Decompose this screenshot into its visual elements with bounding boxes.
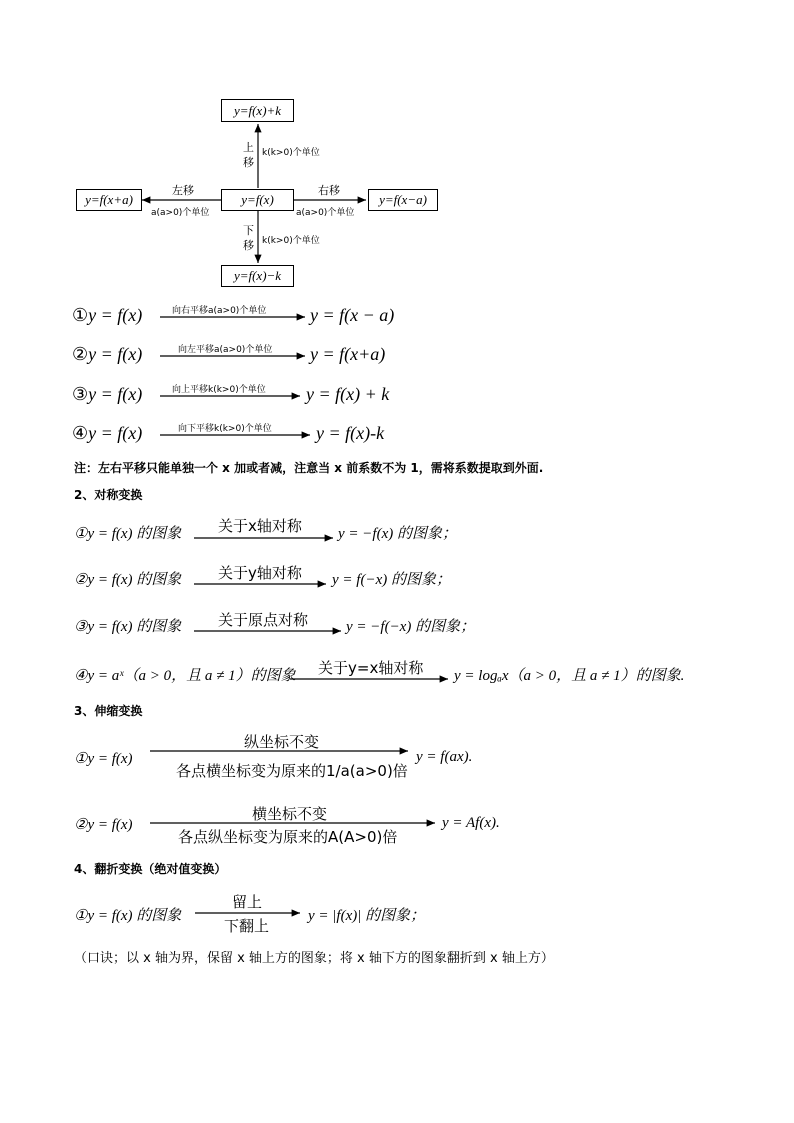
shift-4-arrow-label: 向下平移k(k>0)个单位 <box>178 424 272 434</box>
sym-1-lhs: ①y = f(x) 的图象 <box>74 526 182 542</box>
sym-2-arrow-label: 关于y轴对称 <box>218 564 302 582</box>
shift-4-result: y = f(x)-k <box>316 423 385 443</box>
shift-3: ③y = f(x) <box>72 384 143 404</box>
stretch-1-lhs: ①y = f(x) <box>74 751 133 767</box>
shift-2-arrow-label: 向左平移a(a>0)个单位 <box>178 345 273 355</box>
shift-3-result: y = f(x) + k <box>306 384 390 404</box>
up-char-2: 移 <box>243 156 254 169</box>
box-right: y=f(x−a) <box>368 189 438 211</box>
up-condition: k(k>0)个单位 <box>262 148 320 158</box>
down-condition: k(k>0)个单位 <box>262 236 320 246</box>
section-4-title: 4、翻折变换（绝对值变换） <box>74 862 227 876</box>
fold-top: 留上 <box>232 893 263 911</box>
shift-4: ④y = f(x) <box>72 423 143 443</box>
shift-2-result: y = f(x+a) <box>310 344 386 364</box>
down-char-1: 下 <box>243 224 254 237</box>
sym-3-arrow-label: 关于原点对称 <box>218 611 309 629</box>
right-label: 右移 <box>318 184 340 197</box>
shift-1: ①y = f(x) <box>72 305 143 325</box>
section-2-title: 2、对称变换 <box>74 488 143 502</box>
box-left: y=f(x+a) <box>76 189 142 211</box>
stretch-2-top: 横坐标不变 <box>252 805 328 823</box>
shift-3-arrow-label: 向上平移k(k>0)个单位 <box>172 385 266 395</box>
sym-4-lhs: ④y = aˣ（a > 0，且 a ≠ 1）的图象 <box>74 668 296 684</box>
stretch-1-bottom: 各点横坐标变为原来的1/a(a>0)倍 <box>176 762 408 780</box>
stretch-2-rhs: y = Af(x). <box>442 815 500 831</box>
sym-2-lhs: ②y = f(x) 的图象 <box>74 572 182 588</box>
sym-2-rhs: y = f(−x) 的图象； <box>332 572 451 588</box>
sym-4-arrow-label: 关于y=x轴对称 <box>318 659 424 677</box>
box-top: y=f(x)+k <box>221 99 294 122</box>
fold-rhs: y = |f(x)| 的图象； <box>308 908 426 924</box>
fold-bottom: 下翻上 <box>224 917 270 935</box>
section-3-title: 3、伸缩变换 <box>74 704 143 718</box>
box-center: y=f(x) <box>221 189 294 211</box>
sym-3-lhs: ③y = f(x) 的图象 <box>74 619 182 635</box>
sym-1-arrow-label: 关于x轴对称 <box>218 517 302 535</box>
mnemonic: （口诀；以 x 轴为界，保留 x 轴上方的图象；将 x 轴下方的图象翻折到 x 轴上方） <box>74 951 554 966</box>
shift-1-result: y = f(x − a) <box>310 305 395 325</box>
up-char-1: 上 <box>243 141 254 154</box>
stretch-2-lhs: ②y = f(x) <box>74 817 133 833</box>
down-char-2: 移 <box>243 239 254 252</box>
stretch-1-rhs: y = f(ax). <box>416 749 473 765</box>
shift-note: 注：左右平移只能单独一个 x 加或者减，注意当 x 前系数不为 1，需将系数提取到外面. <box>74 461 544 475</box>
right-condition: a(a>0)个单位 <box>296 208 355 218</box>
box-bottom: y=f(x)−k <box>221 265 294 287</box>
shift-2: ②y = f(x) <box>72 344 143 364</box>
left-condition: a(a>0)个单位 <box>151 208 210 218</box>
shift-1-arrow-label: 向右平移a(a>0)个单位 <box>172 306 267 316</box>
left-label: 左移 <box>172 184 194 197</box>
sym-1-rhs: y = −f(x) 的图象； <box>338 526 457 542</box>
fold-lhs: ①y = f(x) 的图象 <box>74 908 182 924</box>
sym-4-rhs: y = logₐx（a > 0，且 a ≠ 1）的图象. <box>454 668 685 684</box>
stretch-2-bottom: 各点纵坐标变为原来的A(A>0)倍 <box>178 828 398 846</box>
sym-3-rhs: y = −f(−x) 的图象； <box>346 619 476 635</box>
stretch-1-top: 纵坐标不变 <box>244 733 320 751</box>
